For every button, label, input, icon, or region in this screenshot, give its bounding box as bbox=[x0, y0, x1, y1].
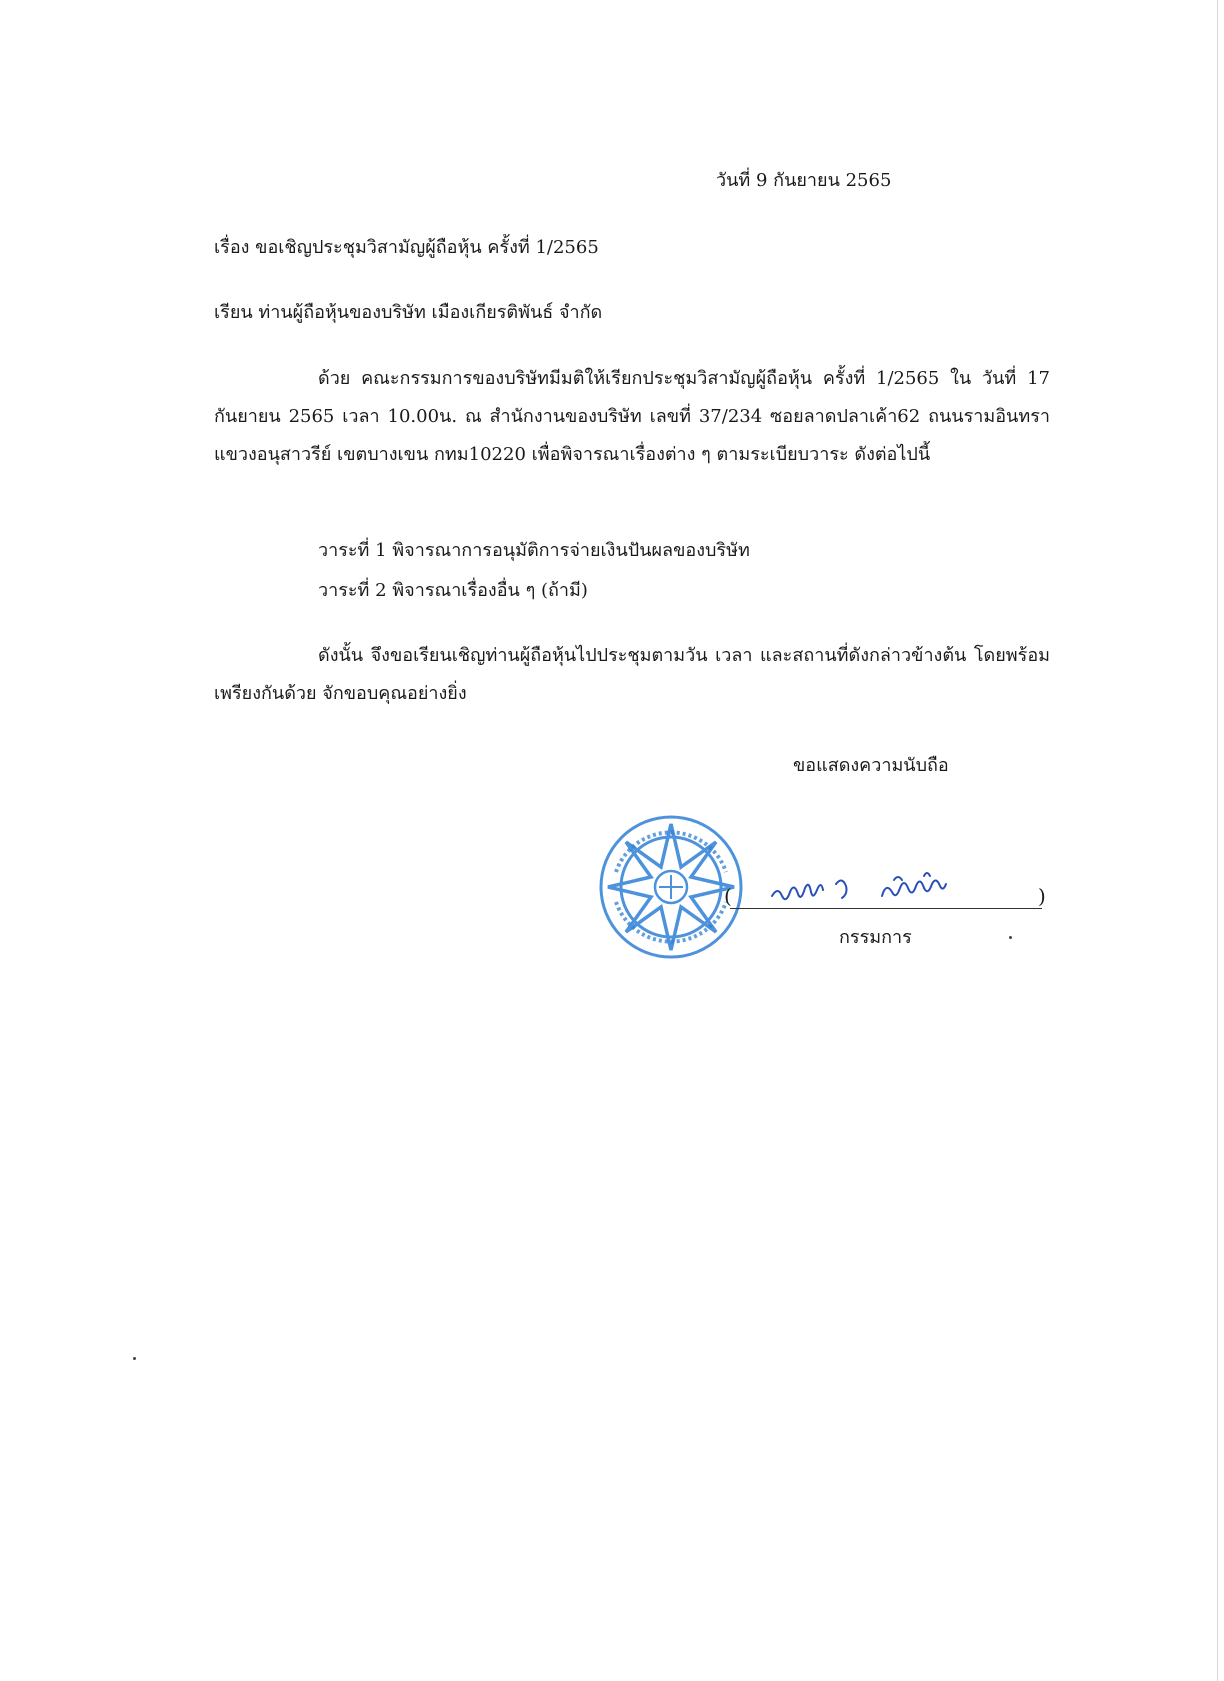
letter-recipient: เรียน ท่านผู้ถือหุ้นของบริษัท เมืองเกียรติพันธ์ จำกัด bbox=[214, 302, 603, 323]
scan-edge-line bbox=[1217, 0, 1218, 1681]
agenda-item-1: วาระที่ 1 พิจารณาการอนุมัติการจ่ายเงินปันผลของบริษัท bbox=[318, 540, 750, 561]
body-paragraph-2: ดังนั้น จึงขอเรียนเชิญท่านผู้ถือหุ้นไปประชุมตามวัน เวลา และสถานที่ดังกล่าวข้างต้น โดยพร้อมเพรียงกันด้วย จักขอบคุณอย่างยิ่ง bbox=[214, 645, 1050, 704]
body-paragraph-1: ด้วย คณะกรรมการของบริษัทมีมติให้เรียกประชุมวิสามัญผู้ถือหุ้น ครั้งที่ 1/2565 ใน วันที่ 17 กันยายน 2565 เวลา 10.00น. ณ สำนักงานของบริษัท เลขที่ 37/234 ซอยลาดปลาเค้า62 ถนนรามอินทรา แขวงอนุสาวรีย์ เขตบางเขน กทม10220 เพื่อพิจารณาเรื่องต่าง ๆ ตามระเบียบวาระ ดังต่อไปนี้ bbox=[214, 368, 1050, 465]
signer-role: กรรมการ bbox=[839, 927, 912, 948]
agenda-item-2: วาระที่ 2 พิจารณาเรื่องอื่น ๆ (ถ้ามี) bbox=[318, 580, 588, 601]
letter-subject: เรื่อง ขอเชิญประชุมวิสามัญผู้ถือหุ้น ครั้งที่ 1/2565 bbox=[214, 237, 599, 258]
handwritten-signature bbox=[764, 866, 994, 916]
letter-date: วันที่ 9 กันยายน 2565 bbox=[716, 170, 892, 191]
scan-speck bbox=[1009, 936, 1012, 939]
signature-paren-close: ) bbox=[1038, 884, 1046, 908]
signature-paren-open: ( bbox=[724, 884, 732, 908]
scan-speck bbox=[133, 1357, 136, 1360]
closing-phrase: ขอแสดงความนับถือ bbox=[793, 755, 949, 776]
